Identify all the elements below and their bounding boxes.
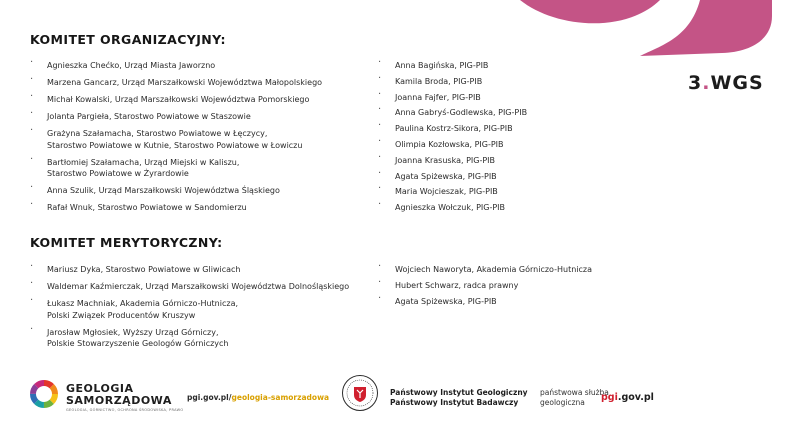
list-item: · Anna Gabryś-Godlewska, PIG-PIB xyxy=(378,107,527,119)
list-item: · Anna Bagińska, PIG-PIB xyxy=(378,60,527,72)
list-item: · Jolanta Pargieła, Starostwo Powiatowe w Staszowie xyxy=(30,111,322,123)
organizing-committee-list-left xyxy=(30,60,322,219)
pig-pib-name: Państwowy Instytut Geologiczny Państwowy Instytut Badawczy xyxy=(390,388,528,407)
list-item: · Mariusz Dyka, Starostwo Powiatowe w Gliwicach xyxy=(30,264,349,276)
list-item: · Grażyna Szałamacha, Starostwo Powiatowe w Łęczycy, Starostwo Powiatowe w Kutnie, Starostwo Powiatowe w Łowiczu xyxy=(30,128,322,151)
list-item: · Michał Kowalski, Urząd Marszałkowski Województwa Pomorskiego xyxy=(30,94,322,106)
list-item: · Anna Szulik, Urząd Marszałkowski Województwa Śląskiego xyxy=(30,185,322,197)
organizing-committee-list-right xyxy=(378,60,527,218)
list-item: · Maria Wojcieszak, PIG-PIB xyxy=(378,186,527,198)
pig-service-label: państwowa służba geologiczna xyxy=(540,388,609,407)
list-item: · Agata Spiżewska, PIG-PIB xyxy=(378,296,592,308)
list-item: · Hubert Schwarz, radca prawny xyxy=(378,280,592,292)
event-brand-3wgs: 3.WGS xyxy=(688,72,764,94)
list-item: · Agnieszka Wołczuk, PIG-PIB xyxy=(378,202,527,214)
list-item: · Bartłomiej Szałamacha, Urząd Miejski w Kaliszu, Starostwo Powiatowe w Żyrardowie xyxy=(30,157,322,180)
list-item: · Olimpia Kozłowska, PIG-PIB xyxy=(378,139,527,151)
list-item: · Kamila Broda, PIG-PIB xyxy=(378,76,527,88)
list-item: · Rafał Wnuk, Starostwo Powiatowe w Sandomierzu xyxy=(30,202,322,214)
list-item: · Waldemar Kaźmierczak, Urząd Marszałkowski Województwa Dolnośląskiego xyxy=(30,281,349,293)
geologia-samorzadowa-logo-icon xyxy=(29,379,59,409)
list-item: · Paulina Kostrz-Sikora, PIG-PIB xyxy=(378,123,527,135)
list-item: · Joanna Fajfer, PIG-PIB xyxy=(378,92,527,104)
list-item: · Marzena Gancarz, Urząd Marszałkowski Województwa Małopolskiego xyxy=(30,77,322,89)
geologia-samorzadowa-title: GEOLOGIA SAMORZĄDOWA xyxy=(66,382,172,407)
substantive-committee-list-left xyxy=(30,264,349,355)
geologia-samorzadowa-subtitle: GEOLOGIA, GÓRNICTWO, OCHRONA ŚRODOWISKA, PRAWO xyxy=(66,408,184,412)
list-item: · Wojciech Naworyta, Akademia Górniczo-Hutnicza xyxy=(378,264,592,276)
list-item: · Agnieszka Chećko, Urząd Miasta Jaworzno xyxy=(30,60,322,72)
geologia-samorzadowa-link[interactable]: pgi.gov.pl/geologia-samorzadowa xyxy=(187,393,330,402)
substantive-committee-heading: KOMITET MERYTORYCZNY: xyxy=(30,235,223,250)
pig-pib-seal-icon xyxy=(341,374,379,412)
list-item: · Agata Spiżewska, PIG-PIB xyxy=(378,171,527,183)
pgi-website-link[interactable]: pgi.gov.pl xyxy=(601,392,654,403)
substantive-committee-list-right xyxy=(378,264,592,312)
list-item: · Jarosław Mgłosiek, Wyższy Urząd Górniczy, Polskie Stowarzyszenie Geologów Górniczych xyxy=(30,327,349,350)
list-item: · Łukasz Machniak, Akademia Górniczo-Hutnicza, Polski Związek Producentów Kruszyw xyxy=(30,298,349,321)
footer xyxy=(0,370,800,430)
organizing-committee-heading: KOMITET ORGANIZACYJNY: xyxy=(30,32,226,47)
list-item: · Joanna Krasuska, PIG-PIB xyxy=(378,155,527,167)
